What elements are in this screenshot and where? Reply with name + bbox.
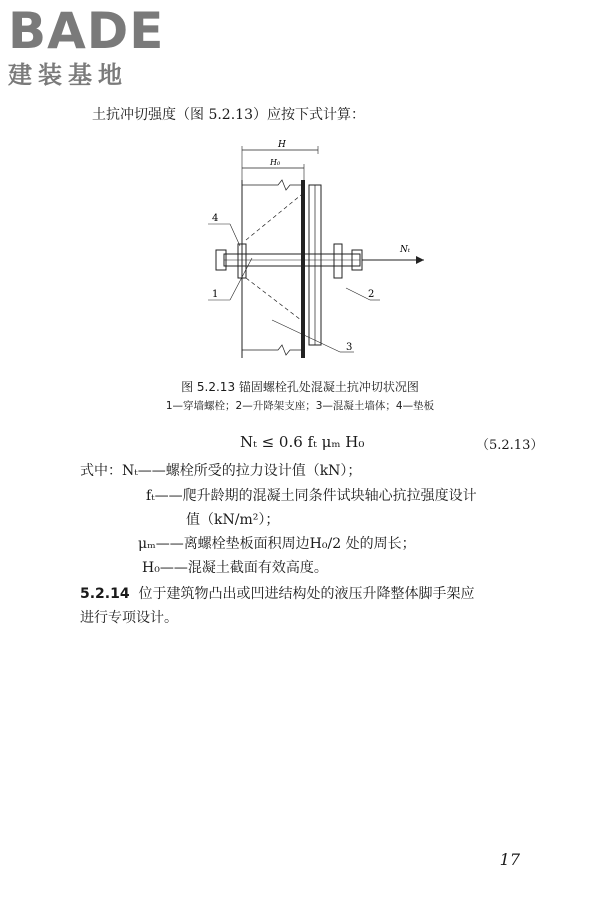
figure-caption: 图 5.2.13 锚固螺栓孔处混凝土抗冲切状况图 <box>181 380 419 394</box>
intro-text: 土抗冲切强度（图 5.2.13）应按下式计算： <box>92 107 365 123</box>
callout-1: 1 <box>212 289 219 300</box>
page-number: 17 <box>499 850 520 869</box>
clause-text-line1: 位于建筑物凸出或凹进结构处的液压升降整体脚手架应 <box>138 586 475 602</box>
pad-plate-right <box>334 244 342 278</box>
figure-legend: 1—穿墙螺栓；2—升降架支座；3—混凝土墙体；4—垫板 <box>165 400 435 412</box>
definition-symbol: H₀ <box>142 560 160 576</box>
definition-symbol: μₘ <box>138 536 156 552</box>
label-H0: H₀ <box>270 158 281 167</box>
clause-text-line2: 进行专项设计。 <box>80 610 178 626</box>
logo-sub-text: 建装基地 <box>8 61 128 89</box>
definition-text: ——离螺栓垫板面积周边H₀/2 处的周长； <box>155 536 416 552</box>
definition-item <box>122 460 361 480</box>
definition-item <box>186 509 279 529</box>
punching-shear-figure <box>200 140 440 370</box>
definition-text: 值（kN/m²）； <box>186 512 280 528</box>
formula: Nₜ ≤ 0.6 fₜ μₘ H₀ <box>240 433 365 451</box>
callout-4: 4 <box>212 213 219 224</box>
callout-2: 2 <box>368 289 375 300</box>
definition-item <box>138 533 416 553</box>
callout-3: 3 <box>346 342 353 353</box>
definition-text: ——爬升龄期的混凝土同条件试块轴心抗拉强度设计 <box>154 488 477 504</box>
definition-symbol: fₜ <box>146 488 155 504</box>
bade-logo <box>8 4 178 94</box>
definition-symbol: Nₜ <box>122 463 138 479</box>
clause-5-2-14 <box>80 583 475 603</box>
definition-item <box>146 485 477 505</box>
clause-number: 5.2.14 <box>80 586 130 602</box>
formula-number: （5.2.13） <box>476 438 544 453</box>
definition-item <box>142 557 328 577</box>
definition-text: ——混凝土截面有效高度。 <box>159 560 328 576</box>
definition-text: ——螺栓所受的拉力设计值（kN）； <box>137 463 362 479</box>
label-H: H <box>278 140 286 150</box>
concrete-wall-face <box>301 180 305 358</box>
definition-lead: 式中： <box>80 463 122 479</box>
logo-main-text: BADE <box>8 2 165 60</box>
label-Nt: Nₜ <box>400 245 411 255</box>
